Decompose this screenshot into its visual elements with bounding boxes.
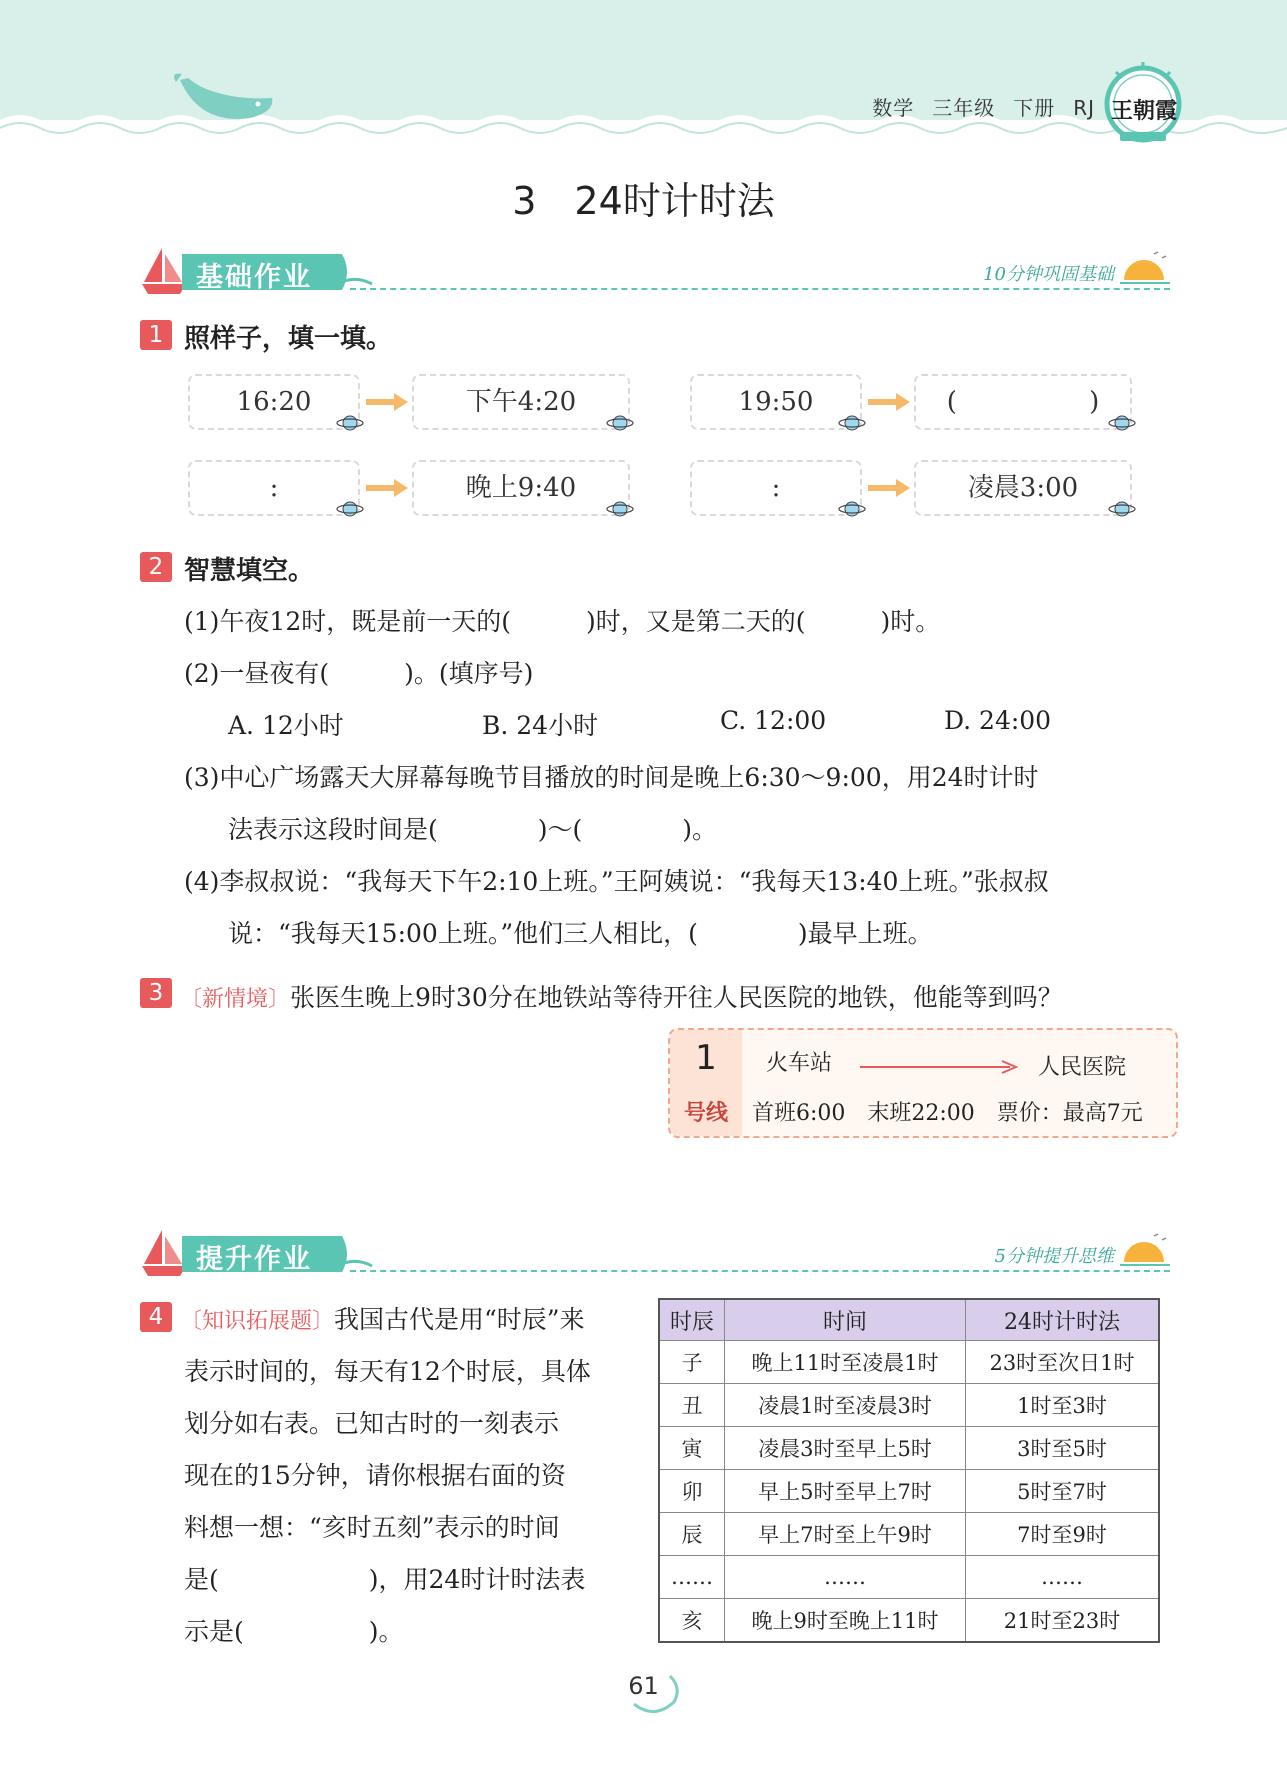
sunset-icon: [1118, 1230, 1172, 1270]
table-cell: 凌晨1时至凌晨3时: [725, 1384, 966, 1427]
column-header: 24时计时法: [966, 1299, 1160, 1341]
station-to: 人民医院: [1038, 1055, 1127, 1080]
line-label: 号线: [683, 1101, 728, 1126]
section-banner-advanced: [140, 1228, 1180, 1278]
table-cell: ……: [725, 1556, 966, 1599]
time-box: [412, 460, 630, 516]
colon-separator: :: [771, 473, 781, 503]
column-header: 时辰: [659, 1299, 725, 1341]
question-number: 4: [140, 1302, 172, 1332]
question-tag: 〔新情境〕: [180, 987, 291, 1012]
table-cell: 1时至3时: [966, 1384, 1160, 1427]
table-cell: 子: [659, 1341, 725, 1384]
book-info: [854, 92, 1095, 121]
planet-icon: [838, 412, 866, 434]
table-cell: 23时至次日1时: [966, 1341, 1160, 1384]
table-cell: 晚上11时至凌晨1时: [725, 1341, 966, 1384]
question-line: 料想一想：“亥时五刻”表示的时间: [184, 1513, 560, 1542]
colon-separator: :: [269, 473, 279, 503]
divider: [350, 1270, 1170, 1272]
shichen-table: [658, 1298, 1160, 1643]
question-line: 划分如右表。已知古时的一刻表示: [184, 1409, 560, 1438]
table-row: [659, 1341, 1159, 1384]
direction-arrow-icon: [860, 1060, 1020, 1074]
time-box: [914, 460, 1132, 516]
section-hint: 10分钟巩固基础: [983, 264, 1114, 285]
arrow-right-icon: [868, 393, 910, 411]
table-cell: 3时至5时: [966, 1427, 1160, 1470]
question-number: 2: [140, 552, 172, 582]
sub-question-1: (1)午夜12时，既是前一天的( )时，又是第二天的( )时。: [184, 607, 941, 636]
question-line: 现在的15分钟，请你根据右面的资: [184, 1461, 566, 1490]
planet-icon: [336, 412, 364, 434]
time-value: 晚上9:40: [465, 473, 577, 503]
column-header: 时间: [725, 1299, 966, 1341]
sailboat-icon: [140, 1228, 188, 1278]
edition-label: RJ: [1073, 96, 1095, 120]
volume-label: 下册: [1013, 96, 1056, 120]
section-label: 基础作业: [196, 262, 312, 293]
table-cell: 卯: [659, 1470, 725, 1513]
brand-name: 王朝霞: [1110, 98, 1177, 124]
arrow-right-icon: [366, 393, 408, 411]
answer-blank: ( ): [946, 387, 1100, 417]
table-row: [659, 1599, 1159, 1643]
line-number: 1: [695, 1038, 717, 1078]
table-row: [659, 1427, 1159, 1470]
option-a: A. 12小时: [228, 711, 344, 740]
subject-label: 数学: [872, 96, 915, 120]
table-cell: 晚上9时至晚上11时: [725, 1599, 966, 1643]
arrow-right-icon: [868, 479, 910, 497]
sub-question-4-line2: 说：“我每天15:00上班。”他们三人相比，( )最早上班。: [228, 919, 933, 948]
question-line: 示是( )。: [184, 1617, 404, 1646]
page-number: 61: [628, 1672, 659, 1700]
arrow-right-icon: [366, 479, 408, 497]
table-row: [659, 1384, 1159, 1427]
table-cell: 5时至7时: [966, 1470, 1160, 1513]
question-body: 张医生晚上9时30分在地铁站等待开往人民医院的地铁，他能等到吗？: [290, 983, 1063, 1012]
section-label: 提升作业: [196, 1244, 312, 1275]
table-cell: 凌晨3时至早上5时: [725, 1427, 966, 1470]
grade-label: 三年级: [932, 96, 996, 120]
planet-icon: [606, 498, 634, 520]
planet-icon: [838, 498, 866, 520]
option-c: C. 12:00: [720, 706, 827, 735]
section-banner-basic: [140, 246, 1180, 296]
sub-question-3-line2: 法表示这段时间是( )～( )。: [228, 815, 718, 844]
question-line: 是( )，用24时计时法表: [184, 1565, 586, 1594]
table-cell: 亥: [659, 1599, 725, 1643]
option-d: D. 24:00: [944, 706, 1052, 735]
question-tag: 〔知识拓展题〕: [180, 1309, 335, 1334]
time-value: 19:50: [738, 387, 814, 417]
question-text: [180, 978, 1063, 1014]
table-row: [659, 1513, 1159, 1556]
question-title: 照样子，填一填。: [184, 324, 393, 354]
table-cell: 21时至23时: [966, 1599, 1160, 1643]
time-box: [412, 374, 630, 430]
answer-box[interactable]: [914, 374, 1132, 430]
table-cell: 早上5时至早上7时: [725, 1470, 966, 1513]
table-cell: ……: [659, 1556, 725, 1599]
table-row: [659, 1470, 1159, 1513]
table-cell: 丑: [659, 1384, 725, 1427]
table-cell: 7时至9时: [966, 1513, 1160, 1556]
time-value: 下午4:20: [465, 387, 577, 417]
table-cell: 辰: [659, 1513, 725, 1556]
section-hint: 5分钟提升思维: [994, 1246, 1114, 1267]
schedule-info: 首班6:00 末班22:00 票价：最高7元: [752, 1101, 1143, 1126]
table-cell: ……: [966, 1556, 1160, 1599]
table-header-row: [659, 1299, 1159, 1341]
page-title: 3 24时计时法: [512, 179, 775, 223]
table-cell: 早上7时至上午9时: [725, 1513, 966, 1556]
planet-icon: [1108, 498, 1136, 520]
time-box: [690, 374, 862, 430]
question-line: [180, 1300, 585, 1336]
sunset-icon: [1118, 248, 1172, 288]
option-b: B. 24小时: [482, 711, 599, 740]
time-value: 凌晨3:00: [967, 473, 1079, 503]
answer-box[interactable]: [690, 460, 862, 516]
sub-question-3-line1: (3)中心广场露天大屏幕每晚节目播放的时间是晚上6:30～9:00，用24时计时: [184, 763, 1039, 792]
planet-icon: [336, 498, 364, 520]
subway-line-card: [668, 1028, 1178, 1138]
planet-icon: [1108, 412, 1136, 434]
question-title: 智慧填空。: [184, 556, 315, 586]
table-cell: 寅: [659, 1427, 725, 1470]
question-line: 表示时间的，每天有12个时辰，具体: [184, 1357, 591, 1386]
sailboat-icon: [140, 246, 188, 296]
divider: [350, 288, 1170, 290]
question-number: 1: [140, 320, 172, 350]
sub-question-4-line1: (4)李叔叔说：“我每天下午2:10上班。”王阿姨说：“我每天13:40上班。”张叔叔: [184, 867, 1049, 896]
planet-icon: [606, 412, 634, 434]
sub-question-2: (2)一昼夜有( )。(填序号): [184, 659, 534, 688]
table-row: [659, 1556, 1159, 1599]
time-value: 16:20: [236, 387, 312, 417]
question-text: 我国古代是用“时辰”来: [334, 1305, 585, 1334]
time-box: [188, 374, 360, 430]
question-number: 3: [140, 978, 172, 1008]
station-from: 火车站: [766, 1051, 833, 1076]
answer-box[interactable]: [188, 460, 360, 516]
header-wave-band: [0, 0, 1287, 150]
